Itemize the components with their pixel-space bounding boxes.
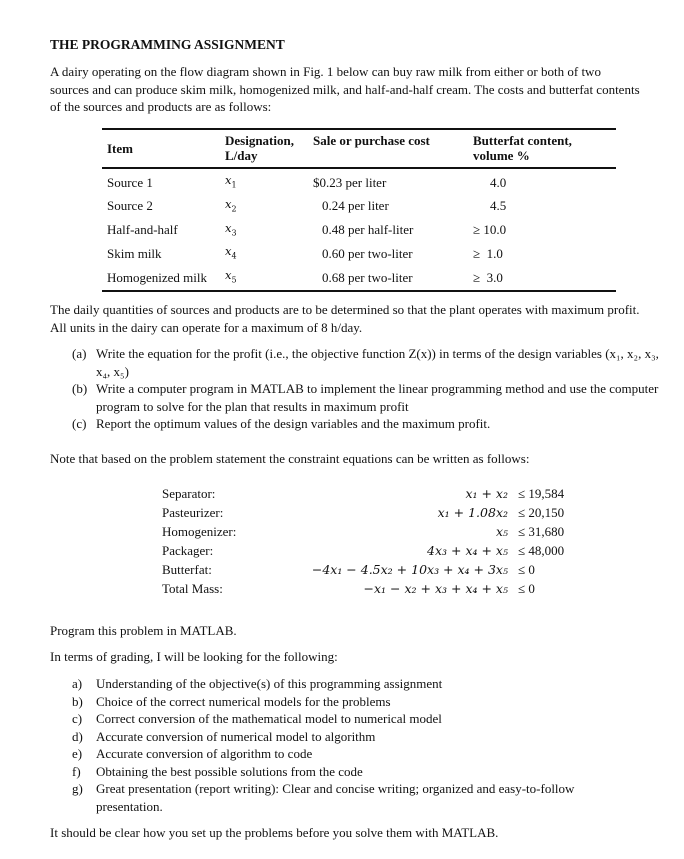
cell-designation: $x_5$ [225, 268, 237, 285]
constraint-row [162, 484, 564, 503]
constraint-expression: x₁ + 1.08x₂ [437, 505, 508, 520]
constraint-name: Homogenizer: [162, 524, 237, 539]
task-c [72, 415, 662, 433]
cell-item: Source 2 [107, 198, 153, 214]
cell-item: Homogenized milk [107, 269, 208, 285]
grading-text: Correct conversion of the mathematical model to numerical model [96, 711, 442, 726]
cell-butterfat: ≥ 10.0 [473, 222, 507, 238]
cell-item: Skim milk [107, 246, 162, 262]
cell-item: Source 1 [107, 174, 153, 190]
table-row [102, 195, 616, 219]
constraint-row [162, 503, 564, 522]
constraint-name: Pasteurizer: [162, 505, 224, 520]
constraint-row [162, 579, 564, 598]
grading-item [72, 745, 632, 763]
cell-butterfat: 4.5 [490, 198, 507, 214]
cell-designation: $x_1$ [225, 173, 237, 190]
cell-butterfat: 4.0 [490, 174, 507, 190]
task-label: (c) [72, 416, 87, 431]
cell-cost: 0.48 per half-liter [322, 222, 414, 238]
grading-item [72, 693, 632, 711]
task-text: Write a computer program in MATLAB to implement the linear programming method and use the computer program to solve for the plan that results in maximum profit [96, 381, 659, 414]
grading-item [72, 675, 632, 693]
grading-label: f) [72, 763, 81, 779]
cell-cost: 0.68 per two-liter [322, 269, 413, 285]
cell-designation: $x_2$ [225, 196, 237, 214]
constraint-row [162, 541, 564, 560]
grading-text: Accurate conversion of algorithm to code [96, 746, 313, 761]
constraint-rhs: ≤ 0 [518, 581, 535, 596]
constraint-equations [162, 484, 564, 598]
table-row [102, 219, 616, 243]
grading-label: c) [72, 711, 83, 726]
constraint-expression: x₁ + x₂ [465, 486, 508, 501]
task-list [72, 345, 662, 433]
grading-item [72, 710, 632, 728]
constraint-rhs: ≤ 0 [518, 562, 535, 577]
constraint-row [162, 522, 564, 541]
constraint-rhs: ≤ 19,584 [518, 486, 565, 501]
grading-item [72, 728, 632, 746]
constraint-name: Packager: [162, 543, 214, 558]
constraint-expression: −4x₁ − 4.5x₂ + 10x₃ + x₄ + 3x₅ [311, 562, 508, 577]
grading-intro: In terms of grading, I will be looking for the following: [50, 649, 338, 664]
grading-text: Understanding of the objective(s) of this programming assignment [96, 676, 443, 691]
table-row [102, 266, 616, 291]
grading-text: Obtaining the best possible solutions from the code [96, 763, 363, 779]
task-a [72, 345, 662, 380]
header-butterfat: Butterfat content, volume % [473, 133, 572, 163]
grading-text: Accurate conversion of numerical model to algorithm [96, 728, 376, 744]
cell-butterfat: ≥ 3.0 [473, 269, 503, 285]
grading-text: Great presentation (report writing): Clear and concise writing; organized and easy-to-follow presentation. [96, 781, 575, 814]
constraint-row [162, 560, 564, 579]
paragraph-2: The daily quantities of sources and products are to be determined so that the plant operates with maximum profit. All units in the dairy can operate for a maximum of 8 h/day. [50, 302, 640, 335]
constraint-name: Separator: [162, 486, 216, 501]
grading-label: a) [72, 676, 83, 691]
grading-item [72, 780, 632, 815]
constraint-rhs: ≤ 20,150 [518, 505, 565, 520]
cell-designation: $x_3$ [225, 220, 237, 237]
task-text: Write the equation for the profit (i.e., the objective function Z(x)) in terms of the design variables (x₁, x₂, x₃, x₄, x₅) [96, 346, 659, 379]
constraint-expression: −x₁ − x₂ + x₃ + x₄ + x₅ [363, 581, 508, 596]
cell-cost: 0.24 per liter [322, 198, 389, 214]
task-b [72, 380, 662, 415]
constraint-expression: 4x₃ + x₄ + x₅ [427, 543, 508, 558]
table-row [102, 242, 616, 266]
constraint-rhs: ≤ 48,000 [518, 543, 565, 558]
cost-table [102, 128, 616, 292]
intro-paragraph: A dairy operating on the flow diagram shown in Fig. 1 below can buy raw milk from either or both of two sources and can produce skim milk, homogenized milk, and half-and-half cream. The costs and butterfat contents of the sources and products are as follows: [50, 64, 640, 114]
task-label: (b) [72, 381, 88, 396]
note-paragraph: Note that based on the problem statement the constraint equations can be written as follows: [50, 451, 530, 466]
header-item: Item [107, 140, 133, 156]
task-text: Report the optimum values of the design variables and the maximum profit. [96, 416, 491, 431]
constraint-name: Butterfat: [162, 562, 212, 577]
constraint-rhs: ≤ 31,680 [518, 524, 565, 539]
table-row [102, 168, 616, 195]
cell-designation: $x_4$ [225, 244, 237, 261]
cell-cost: $0.23 per liter [313, 174, 387, 190]
grading-label: d) [72, 728, 83, 744]
program-line: Program this problem in MATLAB. [50, 623, 237, 638]
task-label: (a) [72, 346, 87, 361]
grading-label: b) [72, 693, 83, 709]
grading-text: Choice of the correct numerical models for the problems [96, 693, 391, 709]
grading-label: e) [72, 746, 83, 761]
header-cost: Sale or purchase cost [313, 133, 430, 148]
closing-paragraph: It should be clear how you set up the problems before you solve them with MATLAB. [50, 825, 499, 840]
cell-butterfat: ≥ 1.0 [473, 246, 503, 262]
cell-item: Half-and-half [107, 222, 178, 238]
header-designation: Designation, L/day [225, 133, 294, 163]
assignment-title: THE PROGRAMMING ASSIGNMENT [50, 37, 285, 52]
cell-cost: 0.60 per two-liter [322, 246, 413, 262]
grading-label: g) [72, 781, 83, 796]
constraint-name: Total Mass: [162, 581, 223, 596]
grading-item [72, 763, 632, 781]
grading-list [72, 675, 632, 815]
constraint-expression: x₅ [495, 524, 508, 539]
